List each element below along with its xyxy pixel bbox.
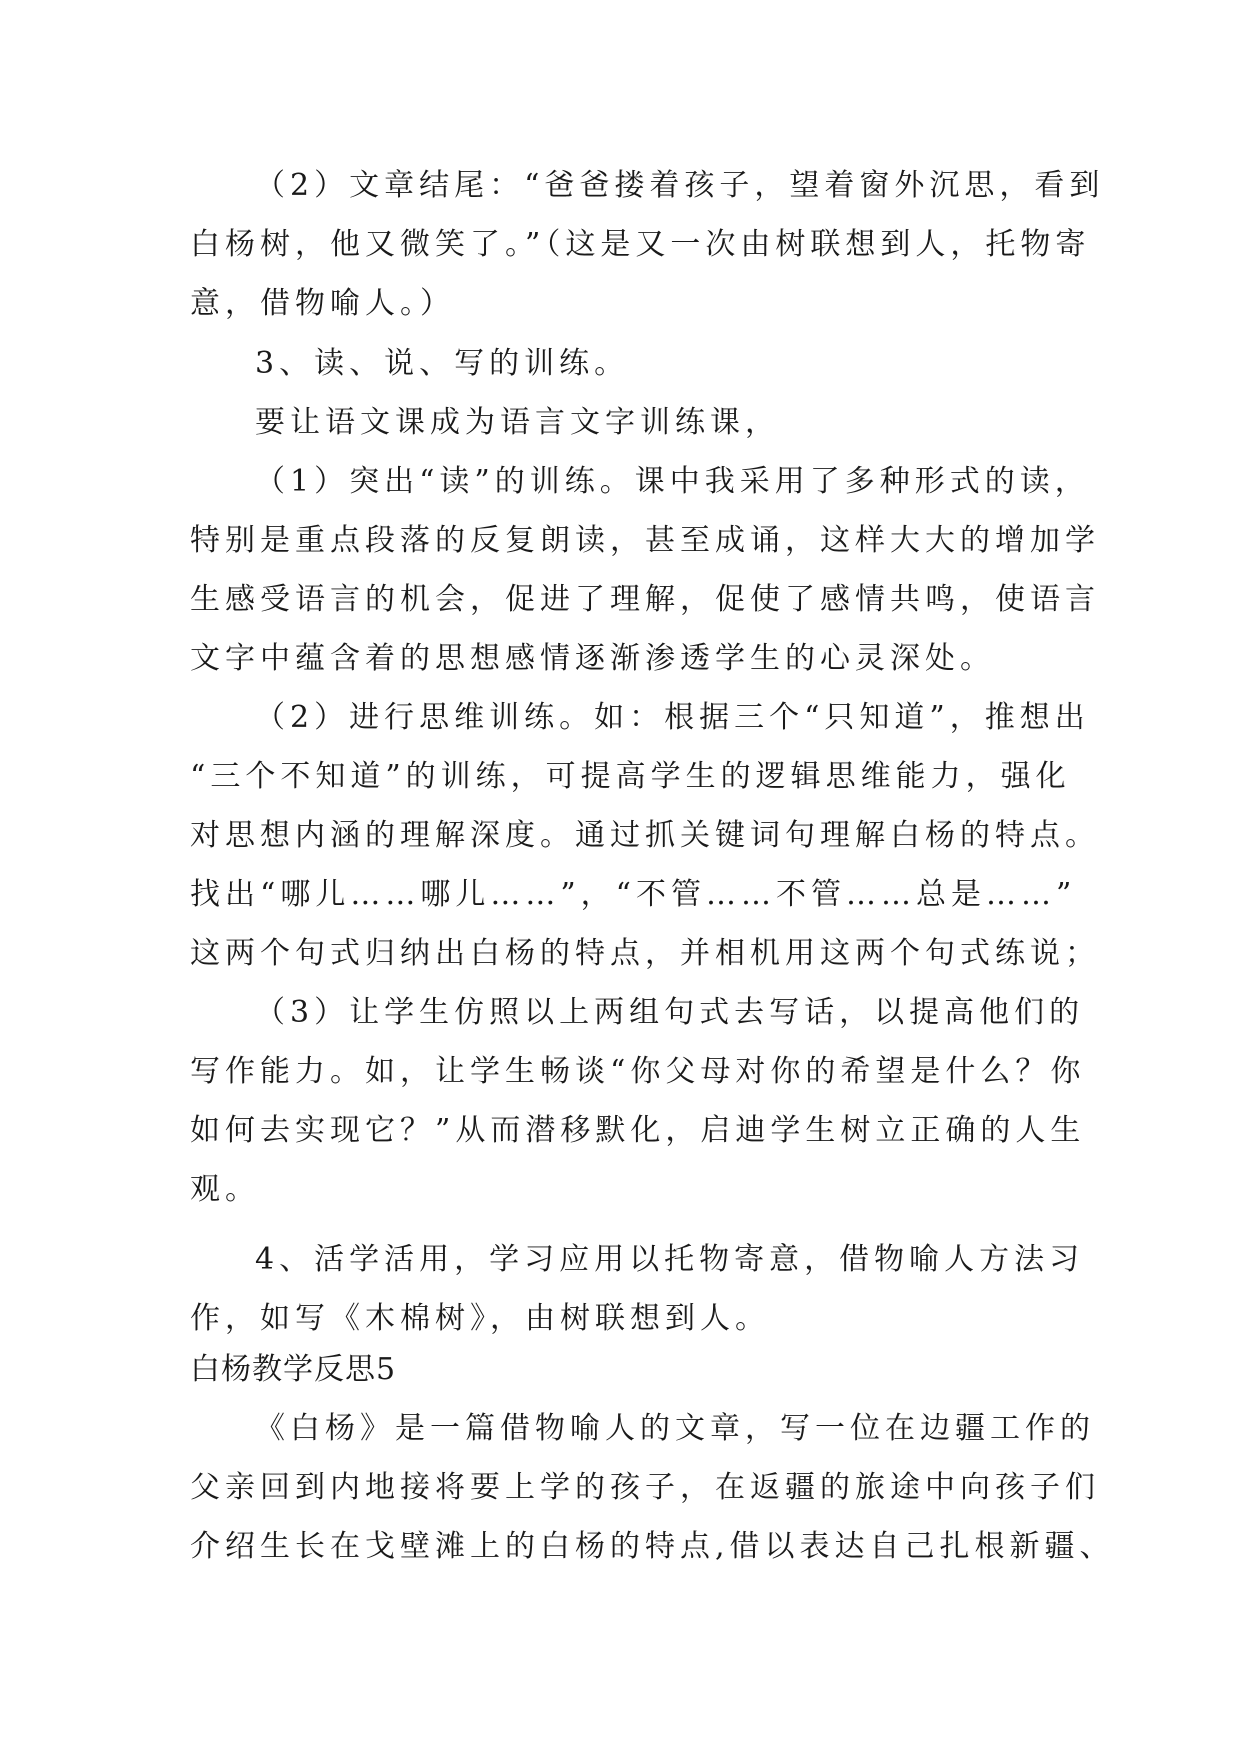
text-line: 意，借物喻人。） bbox=[190, 286, 455, 321]
text-line: 4、活学活用，学习应用以托物寄意，借物喻人方法习 bbox=[255, 1242, 1085, 1277]
text-line: （3）让学生仿照以上两组句式去写话，以提高他们的 bbox=[255, 995, 1085, 1030]
text-line: 介绍生长在戈壁滩上的白杨的特点,借以表达自己扎根新疆、 bbox=[190, 1529, 1115, 1564]
text-line: 这两个句式归纳出白杨的特点，并相机用这两个句式练说； bbox=[190, 936, 1100, 971]
text-line: 文字中蕴含着的思想感情逐渐渗透学生的心灵深处。 bbox=[190, 641, 995, 676]
text-line: 写作能力。如，让学生畅谈“你父母对你的希望是什么？你 bbox=[190, 1054, 1086, 1089]
text-line: 要让语文课成为语言文字训练课， bbox=[255, 405, 780, 440]
text-line: 《白杨》是一篇借物喻人的文章，写一位在边疆工作的 bbox=[255, 1411, 1095, 1446]
text-line: “三个不知道”的训练，可提高学生的逻辑思维能力，强化 bbox=[190, 759, 1071, 794]
text-line: 找出“哪儿……哪儿……”，“不管……不管……总是……” bbox=[190, 877, 1077, 912]
text-line: 作，如写《木棉树》，由树联想到人。 bbox=[190, 1301, 770, 1336]
text-line: 白杨树，他又微笑了。”（这是又一次由树联想到人，托物寄 bbox=[190, 227, 1091, 262]
text-line: 观。 bbox=[190, 1172, 260, 1207]
text-line: 对思想内涵的理解深度。通过抓关键词句理解白杨的特点。 bbox=[190, 818, 1100, 853]
text-line: 生感受语言的机会，促进了理解，促使了感情共鸣，使语言 bbox=[190, 582, 1100, 617]
text-line: 父亲回到内地接将要上学的孩子，在返疆的旅途中向孩子们 bbox=[190, 1470, 1100, 1505]
text-line: （2）进行思维训练。如：根据三个“只知道”，推想出 bbox=[255, 700, 1090, 735]
section-title: 白杨教学反思5 bbox=[190, 1352, 397, 1387]
text-line: （1）突出“读”的训练。课中我采用了多种形式的读， bbox=[255, 464, 1090, 499]
text-line: 特别是重点段落的反复朗读，甚至成诵，这样大大的增加学 bbox=[190, 523, 1100, 558]
section-heading: 3、读、说、写的训练。 bbox=[255, 346, 630, 381]
text-line: （2）文章结尾：“爸爸搂着孩子，望着窗外沉思，看到 bbox=[255, 168, 1105, 203]
text-line: 如何去实现它？”从而潜移默化，启迪学生树立正确的人生 bbox=[190, 1113, 1086, 1148]
